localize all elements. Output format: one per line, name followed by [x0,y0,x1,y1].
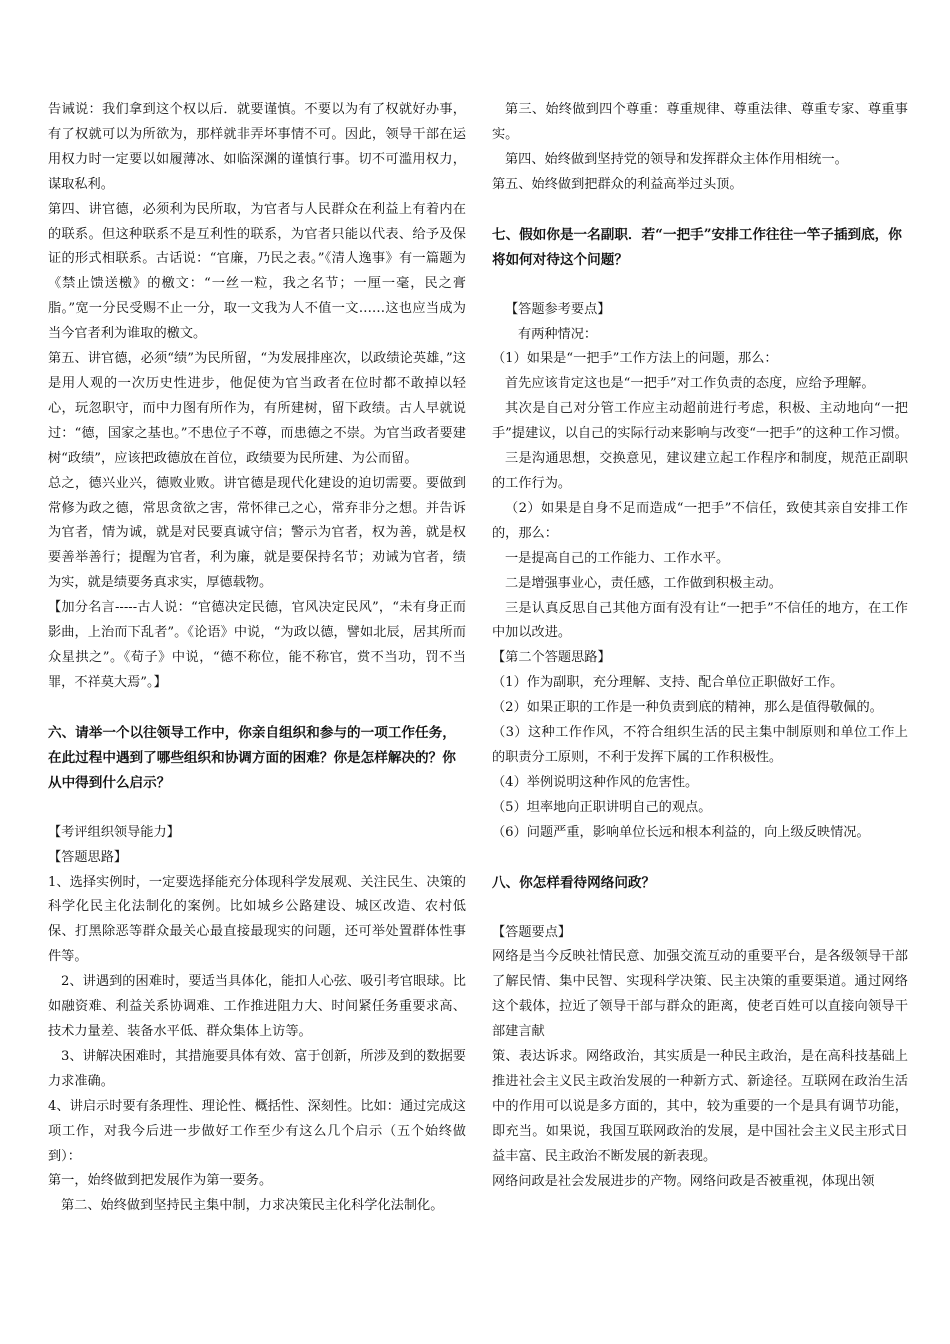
approach-item-5: （5）坦率地向正职讲明自己的观点。 [492,799,712,815]
case-one-first: 首先应该肯定这也是“一把手”对工作负责的态度，应给予理解。 [505,376,875,392]
insight-third: 第三、始终做到四个尊重：尊重规律、尊重法律、尊重专家、尊重事实。 [492,102,908,142]
question-six-heading: 六、请举一个以往领导工作中，你亲自组织和参与的一项工作任务，在此过程中遇到了哪些组织和协调方面的困难？你是怎样解决的？你从中得到什么启示？ [48,724,456,791]
paragraph-caution: 告诫说：我们拿到这个权以后．就要谨慎。不要以为有了权就好办事，有了权就可以为所欲为，那样就非弄坏事情不可。因此，领导干部在运用权力时一定要以如履薄冰、如临深渊的谨慎行事。切不可滥用权力，谋取私利。 [48,102,466,192]
case-two-first: 一是提高自己的工作能力、工作水平。 [505,550,730,566]
paragraph-fourth-virtue: 第四、讲官德，必须利为民所取，为官者与人民群众在利益上有着内在的联系。但这种联系不是互利性的联系，为官者只能以代表、给予及保证的形式相联系。古话说：“官廉，乃民之表。”《清人逸事》有一篇题为《禁止馈送檄》的檄文：“一丝一粒，我之名节；一厘一毫，民之膏脂。”宽一分民受赐不止一分，取一文我为人不值一文……这也应当成为当今官者利为谁取的檄文。 [48,201,466,342]
paragraph-network-platform: 网络是当今反映社情民意、加强交流互动的重要平台，是各级领导干部了解民情、集中民智、实现科学决策、民主决策的重要渠道。通过网络这个载体，拉近了领导干部与群众的距离，使老百姓可以直接向领导干部建言献 [492,949,908,1040]
point-two: 2、讲遇到的困难时，要适当具体化，能扣人心弦、吸引考官眼球。比如融资难、利益关系协调难、工作推进阻力大、时间紧任务重要求高、技术力量差、装备水平低、群众集体上访等。 [48,974,466,1039]
left-column [48,98,466,1219]
point-four: 4、讲启示时要有条理性、理论性、概括性、深刻性。比如：通过完成这项工作，对我今后进一步做好工作至少有这么几个启示（五个始终做到）： [48,1098,466,1164]
paragraph-network-politics: 策、表达诉求。网络政治，其实质是一种民主政治，是在高科技基础上推进社会主义民主政治发展的一种新方式、新途径。互联网在政治生活中的作用可以说是多方面的，其中，较为重要的一个是具有调节功能，即充当。如果说，我国互联网政治的发展，是中国社会主义民主形式日益丰富、民主政治不断发展的新表现。 [492,1049,908,1164]
section-label-assessment: 【考评组织领导能力】 [48,824,180,840]
spacer [492,198,908,223]
case-one-second: 其次是自己对分管工作应主动超前进行考虑，积极、主动地向“一把手”提建议，以自己的实际行动来影响与改变“一把手”的这种工作习惯。 [492,401,908,442]
question-seven-heading: 七、假如你是一名副职．若“一把手”安排工作往往一竿子插到底，你将如何对待这个问题？ [492,226,902,268]
approach-item-3: （3）这种工作作风，不符合组织生活的民主集中制原则和单位工作上的职责分工原则，不利于发挥下属的工作积极性。 [492,725,908,765]
insight-fifth: 第五、始终做到把群众的利益高举过头顶。 [492,176,743,192]
section-label-second-approach: 【第二个答题思路】 [492,650,611,666]
case-one-third: 三是沟通思想，交换意见，建议建立起工作程序和制度，规范正副职的工作行为。 [492,451,908,491]
section-label-key-points: 【答题要点】 [492,924,572,940]
point-one: 1、选择实例时，一定要选择能充分体现科学发展观、关注民生、决策的科学化民主化法制化的案例。比如城乡公路建设、城区改造、农村低保、打黑除恶等群众最关心最直接最现实的问题，还可举处置群体性事件等。 [48,874,466,965]
approach-item-4: （4）举例说明这种作风的危害性。 [492,774,699,790]
paragraph-quotes: 【加分名言-----古人说：“官德决定民德，官风决定民风”，“未有身正而影曲，上治而下乱者”。《论语》中说，“为政以德，譬如北辰，居其所而众星拱之”。《荀子》中说，“德不称位，能不称官，赏不当功，罚不当罪，不祥莫大焉”。】 [48,600,466,690]
spacer [492,846,908,871]
point-three: 3、讲解决困难时，其措施要具体有效、富于创新，所涉及到的数据要力求准确。 [48,1048,466,1089]
case-two-second: 二是增强事业心，责任感，工作做到积极主动。 [505,575,782,591]
approach-item-2: （2）如果正职的工作是一种负责到底的精神，那么是值得敬佩的。 [492,700,883,716]
paragraph-fifth-virtue: 第五、讲官德，必须“绩”为民所留，“为发展排座次，以政绩论英雄，”这是用人观的一次历史性进步，他促使为官当政者在位时都不敢掉以轻心，玩忽职守，而中力图有所作为，有所建树，留下政绩。古人早就说过：“德，国家之基也。”不患位子不尊，而患德之不崇。为官当政者要建树“政绩”，应该把政德放在首位，政绩要为民所建、为公而留。 [48,351,466,466]
spacer [48,796,466,821]
right-column [492,98,908,1195]
insight-first: 第一，始终做到把发展作为第一要务。 [48,1173,273,1189]
approach-item-1: （1）作为副职，充分理解、支持、配合单位正职做好工作。 [492,675,844,691]
approach-item-6: （6）问题严重，影响单位长远和根本利益的，向上级反映情况。 [492,824,870,840]
insight-second: 第二、始终做到坚持民主集中制，力求决策民主化科学化法制化。 [61,1198,444,1214]
paragraph-network-progress: 网络问政是社会发展进步的产物。网络问政是否被重视，体现出领 [492,1173,875,1189]
two-cases: 有两种情况： [518,326,598,342]
spacer [492,273,908,298]
section-label-reference: 【答题参考要点】 [505,301,611,317]
spacer [48,696,466,721]
spacer [492,896,908,921]
question-eight-heading: 八、你怎样看待网络问政？ [492,874,656,891]
insight-fourth: 第四、始终做到坚持党的领导和发挥群众主体作用相统一。 [505,151,848,167]
case-two: （2）如果是自身不足而造成“一把手”不信任，致使其亲自安排工作的，那么： [492,500,908,541]
case-one: （1）如果是“一把手”工作方法上的问题，那么： [492,351,778,367]
paragraph-summary: 总之，德兴业兴，德败业败。讲官德是现代化建设的迫切需要。要做到常修为政之德，常思贪欲之害，常怀律己之心，常弃非分之想。并告诉为官者，情为诚，就是对民要真诚守信；警示为官者，权为善，就是权要善举善行；提醒为官者，利为廉，就是要保持名节；劝诫为官者，绩为实，就是绩要务真求实，厚德载物。 [48,475,466,591]
case-two-third: 三是认真反思自己其他方面有没有让“一把手”不信任的地方，在工作中加以改进。 [492,600,908,641]
section-label-approach: 【答题思路】 [48,849,128,865]
